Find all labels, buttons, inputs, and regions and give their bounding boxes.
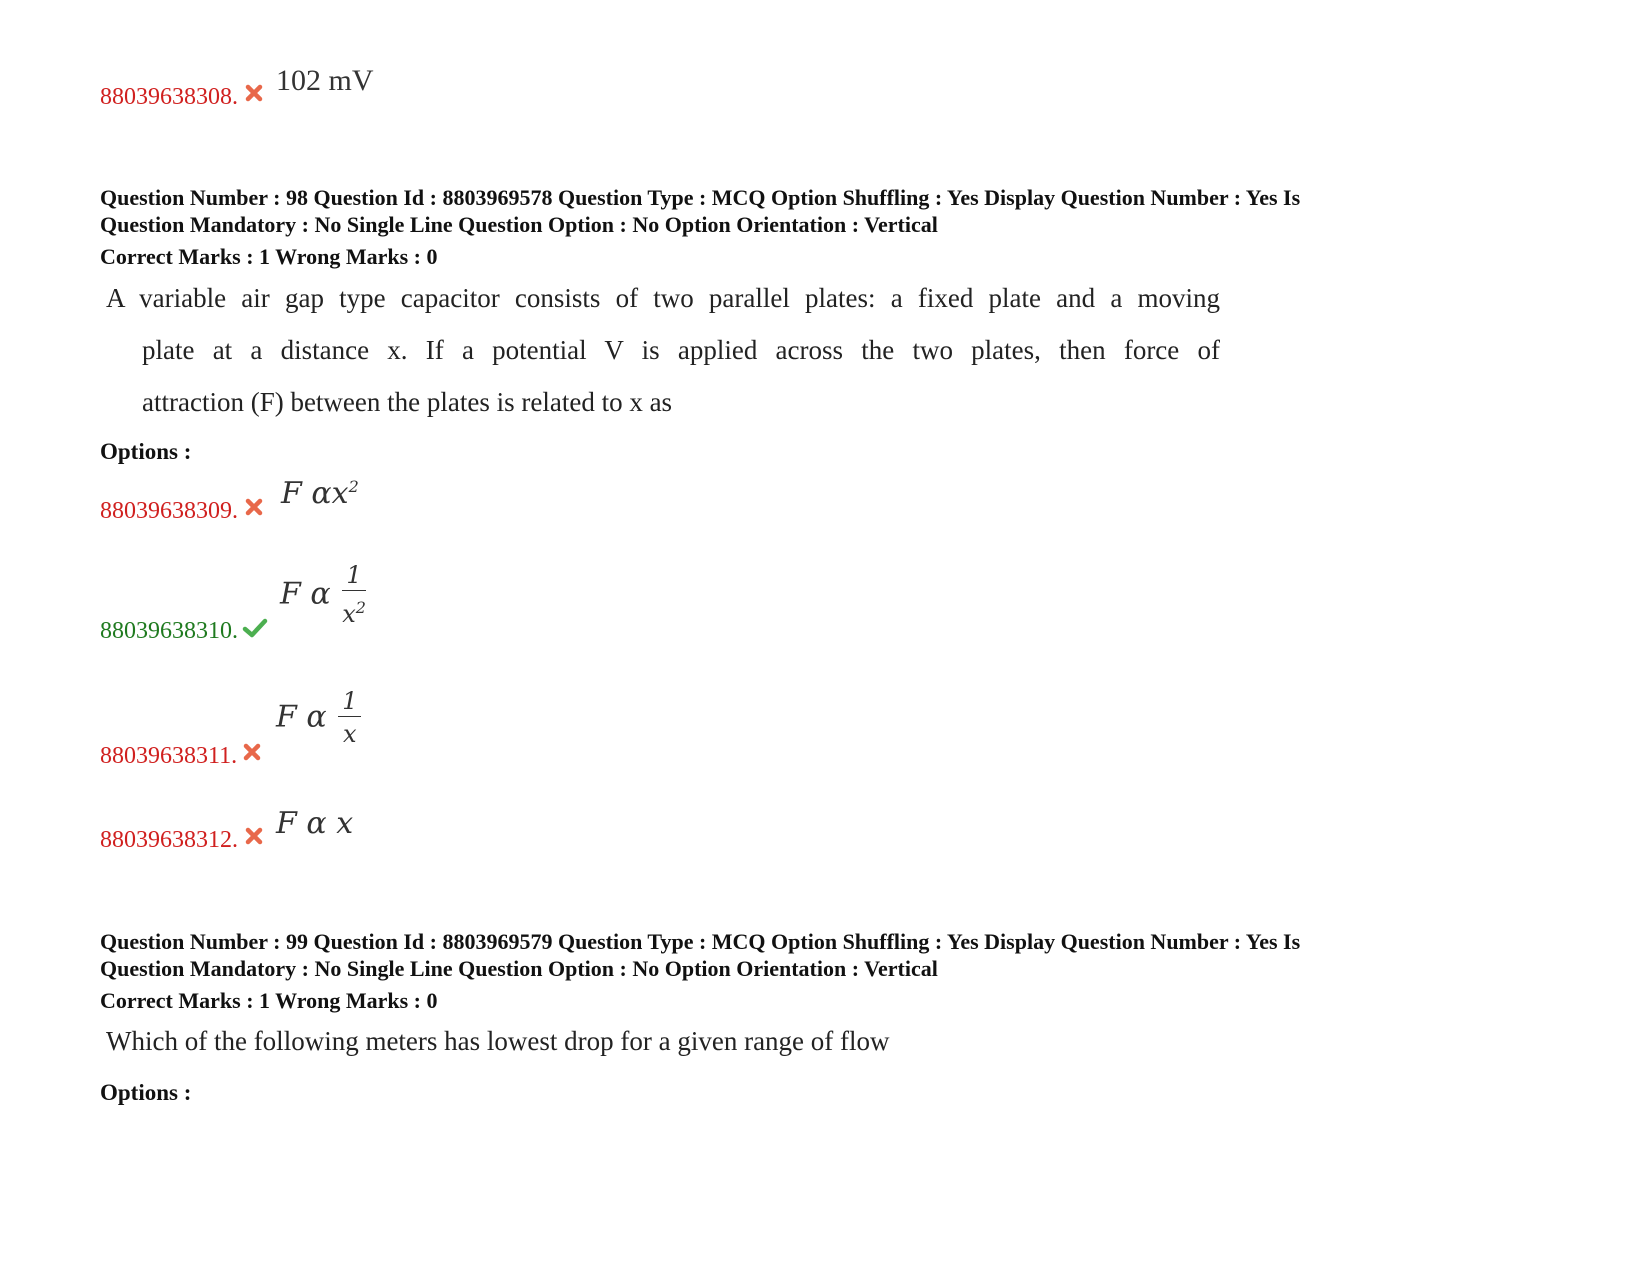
formula-relation: α — [306, 699, 327, 735]
formula-relation: α — [311, 476, 332, 511]
formula-fraction — [342, 560, 366, 631]
check-icon — [242, 617, 268, 639]
options-label: Options : — [100, 1080, 192, 1105]
option-formula — [276, 806, 353, 841]
option-formula — [281, 476, 359, 511]
question-meta-line: Question Mandatory : No Single Line Question Option : No Option Orientation : Vertical — [100, 956, 938, 981]
formula-lhs: F — [276, 699, 297, 735]
option-id: 88039638312. — [100, 827, 238, 853]
formula-lhs: F — [280, 576, 301, 612]
question-text-line: A variable air gap type capacitor consists of two parallel plates: a fixed plate and a moving — [106, 283, 1220, 313]
fraction-denominator: x — [342, 600, 356, 628]
formula-lhs: F — [281, 476, 302, 511]
question-text-line: Which of the following meters has lowest drop for a given range of flow — [106, 1026, 890, 1056]
question-meta-line: Question Mandatory : No Single Line Question Option : No Option Orientation : Vertical — [100, 212, 938, 237]
options-label: Options : — [100, 439, 192, 464]
option-text: 102 mV — [276, 64, 374, 97]
cross-icon — [244, 826, 264, 846]
formula-fraction — [338, 686, 361, 751]
formula-relation: α — [310, 576, 331, 612]
formula-exponent: 2 — [348, 477, 359, 496]
formula-relation: α — [306, 806, 327, 841]
question-text-line: plate at a distance x. If a potential V is applied across the two plates, then force of — [142, 335, 1220, 365]
cross-icon — [244, 497, 264, 517]
cross-icon — [244, 83, 264, 103]
fraction-numerator: 1 — [338, 686, 361, 717]
option-id: 88039638309. — [100, 498, 238, 524]
option-id: 88039638311. — [100, 743, 238, 769]
fraction-numerator: 1 — [342, 560, 366, 591]
cross-icon — [242, 742, 262, 762]
question-text-line: attraction (F) between the plates is related to x as — [142, 387, 673, 417]
formula-rhs: x — [336, 806, 354, 841]
question-marks: Correct Marks : 1 Wrong Marks : 0 — [100, 244, 438, 269]
formula-lhs: F — [276, 806, 297, 841]
question-marks: Correct Marks : 1 Wrong Marks : 0 — [100, 988, 438, 1013]
option-id: 88039638308. — [100, 84, 238, 110]
option-formula — [276, 686, 361, 751]
question-meta-line: Question Number : 98 Question Id : 8803969578 Question Type : MCQ Option Shuffling : Yes Display Question Number : Yes Is — [100, 185, 1301, 210]
option-id: 88039638310. — [100, 618, 238, 644]
formula-rhs: x — [331, 476, 349, 511]
question-meta-line: Question Number : 99 Question Id : 8803969579 Question Type : MCQ Option Shuffling : Yes Display Question Number : Yes Is — [100, 929, 1301, 954]
fraction-denominator: x — [343, 720, 357, 748]
formula-exponent: 2 — [355, 598, 366, 617]
option-formula — [280, 560, 366, 631]
